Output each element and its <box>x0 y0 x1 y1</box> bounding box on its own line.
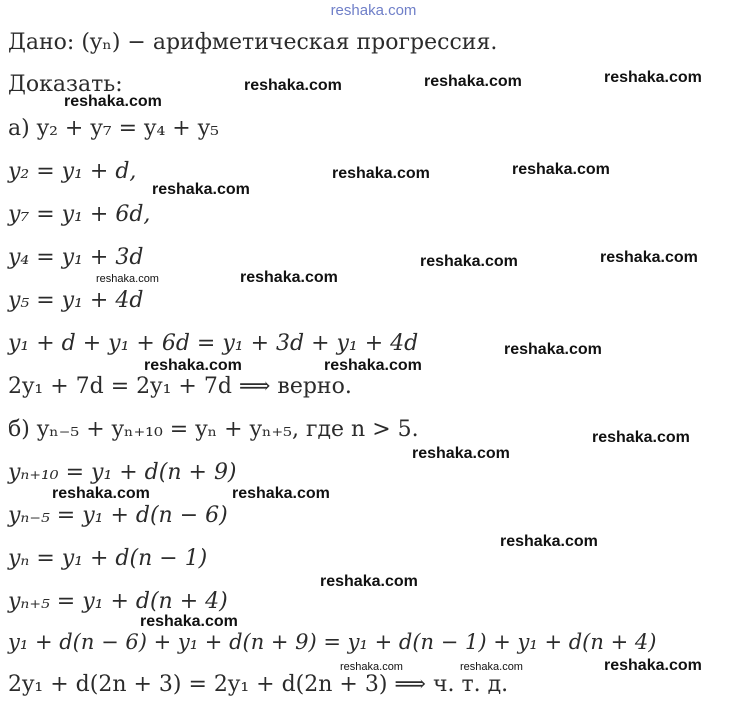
watermark: reshaka.com <box>420 253 518 270</box>
watermark: reshaka.com <box>244 77 342 94</box>
watermark: reshaka.com <box>604 69 702 86</box>
watermark-small: reshaka.com <box>460 661 523 673</box>
watermark: reshaka.com <box>152 181 250 198</box>
site-header-link[interactable]: reshaka.com <box>330 2 417 19</box>
part-a-statement: а) y₂ + y₇ = y₄ + y₅ <box>8 116 219 141</box>
watermark-small: reshaka.com <box>340 661 403 673</box>
watermark: reshaka.com <box>412 445 510 462</box>
conclusion-a: 2y₁ + 7d = 2y₁ + 7d ⟹ верно. <box>8 374 352 399</box>
conclusion-b: 2y₁ + d(2n + 3) = 2y₁ + d(2n + 3) ⟹ ч. т. д. <box>8 672 509 697</box>
equation-y7: y₇ = y₁ + 6d, <box>8 202 151 227</box>
equation-yn-plus-10: yₙ₊₁₀ = y₁ + d(n + 9) <box>8 460 237 485</box>
equation-yn: yₙ = y₁ + d(n − 1) <box>8 546 208 571</box>
equation-y4: y₄ = y₁ + 3d <box>8 245 144 270</box>
equation-y2: y₂ = y₁ + d, <box>8 159 137 184</box>
watermark: reshaka.com <box>424 73 522 90</box>
watermark: reshaka.com <box>604 657 702 674</box>
part-b-statement: б) yₙ₋₅ + yₙ₊₁₀ = yₙ + yₙ₊₅, где n > 5. <box>8 417 419 442</box>
watermark: reshaka.com <box>500 533 598 550</box>
watermark-small: reshaka.com <box>96 273 159 285</box>
given-line: Дано: (yₙ) − арифметическая прогрессия. <box>8 30 498 55</box>
equation-yn-minus-5: yₙ₋₅ = y₁ + d(n − 6) <box>8 503 228 528</box>
watermark: reshaka.com <box>324 357 422 374</box>
watermark: reshaka.com <box>64 93 162 110</box>
watermark: reshaka.com <box>144 357 242 374</box>
substitution-a: y₁ + d + y₁ + 6d = y₁ + 3d + y₁ + 4d <box>8 331 419 356</box>
substitution-b: y₁ + d(n − 6) + y₁ + d(n + 9) = y₁ + d(n − 1) + y₁ + d(n + 4) <box>8 630 657 654</box>
watermark: reshaka.com <box>52 485 150 502</box>
watermark: reshaka.com <box>240 269 338 286</box>
watermark: reshaka.com <box>232 485 330 502</box>
watermark: reshaka.com <box>332 165 430 182</box>
watermark: reshaka.com <box>512 161 610 178</box>
equation-yn-plus-5: yₙ₊₅ = y₁ + d(n + 4) <box>8 589 228 614</box>
watermark: reshaka.com <box>140 613 238 630</box>
watermark: reshaka.com <box>320 573 418 590</box>
watermark: reshaka.com <box>592 429 690 446</box>
equation-y5: y₅ = y₁ + 4d <box>8 288 144 313</box>
prove-heading: Доказать: <box>8 72 123 97</box>
watermark: reshaka.com <box>600 249 698 266</box>
watermark: reshaka.com <box>504 341 602 358</box>
